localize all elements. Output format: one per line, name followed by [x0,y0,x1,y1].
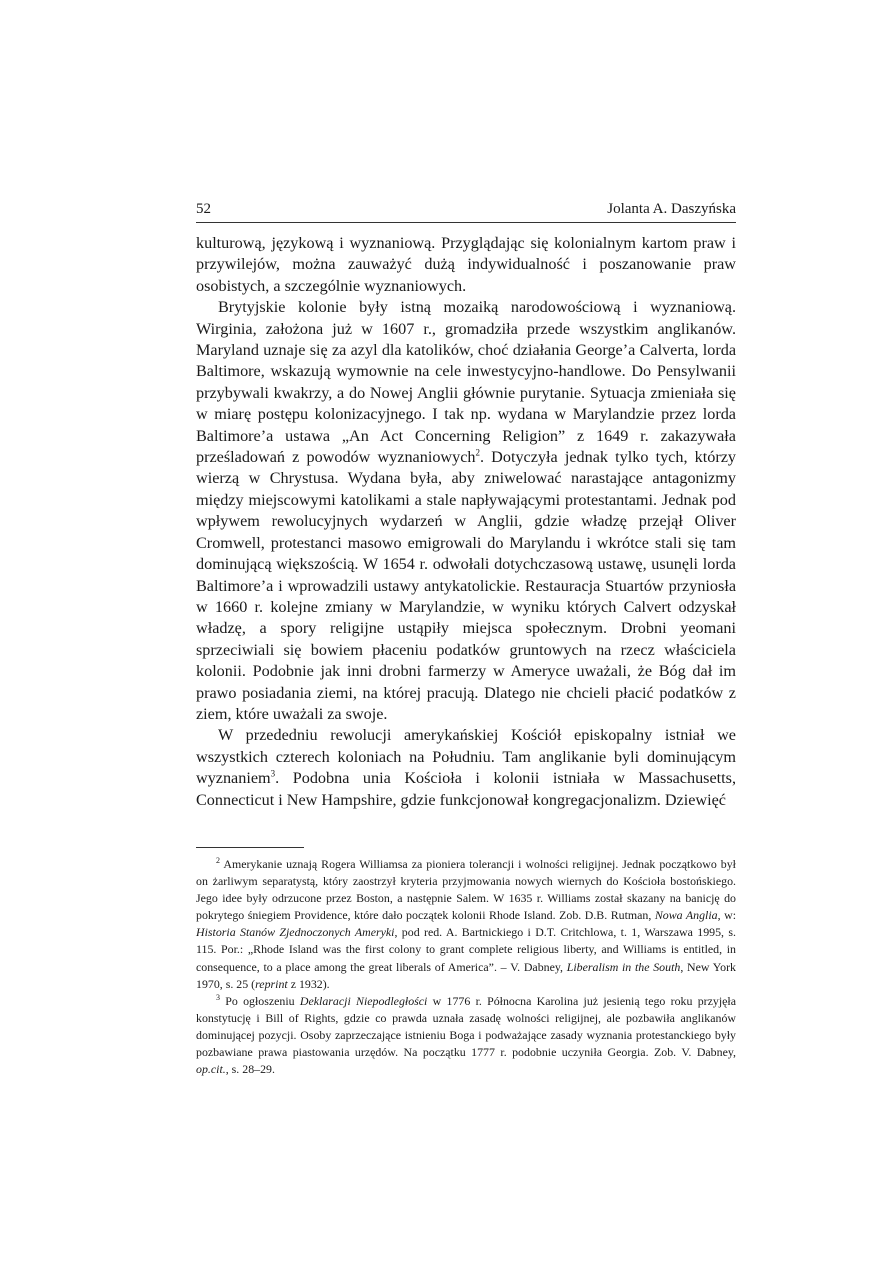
footnote-divider [196,847,304,848]
footnote-2 [196,856,736,993]
running-head-author: Jolanta A. Daszyńska [607,201,736,217]
book-page [196,200,736,1078]
footnote-3-italic-1: Deklaracji Niepodległości [299,993,428,1008]
running-head [196,200,736,223]
footnote-ref-3: 3 [270,768,276,779]
footnote-2-italic-3: Liberalism in the South [566,959,681,974]
paragraph-2 [196,297,736,725]
footnote-2-text-5: z 1932). [287,976,330,991]
footnote-2-italic-4: reprint [255,976,288,991]
footnotes [196,856,736,1078]
body-text [196,233,736,811]
footnote-2-italic-1: Nowa Anglia [654,908,718,923]
footnote-ref-2: 2 [475,447,480,458]
paragraph-1 [196,233,736,297]
footnote-2-text-4: , New York 1970, s. 25 ( [196,959,737,991]
footnote-3-mark: 3 [216,992,220,1002]
footnote-2-mark: 2 [216,856,220,865]
paragraph-2-text-b: . Dotyczyła jednak tylko tych, którzy wierzą w Chrystusa. Wydana była, aby zniwelować narastające antagonizmy między miejscowymi katolikami a stale napływającymi protestantami. Jednak pod wpływem rewolucyjnych wydarzeń w Anglii, gdzie władzę przejął Oliver Cromwell, protestanci masowo emigrowali do Marylandu i wkrótce stali się tam dominującą większością. W 1654 r. odwołali dotychczasową ustawę, usunęli lorda Baltimore’a i wprowadzili ustawy antykatolickie. Restauracja Stuartów przyniosła w 1660 r. kolejne zmiany w Marylandzie, w wyniku których Calvert odzyskał władzę, a spory religijne ustąpiły miejsca społecznym. Drobni yeomani sprzeciwiali się bowiem płaceniu podatków gruntowych na rzecz właściciela kolonii. Podobnie jak inni drobni farmerzy w Ameryce uważali, że Bóg dał im prawo posiadania ziemi, na której pracują. Dlatego nie chcieli płacić podatków z ziem, które uważali za swoje. [196,448,736,723]
footnote-2-text-3: , pod red. A. Bartnickiego i D.T. Critchlowa, t. 1, Warszawa 1995, s. 115. Por.: „Rhode Island was the first colony to grant complete religious liberty, and Williams is entitled, in consequence, to a place among the great liberals of America”. – V. Dabney, [196,925,736,974]
footnote-3 [196,993,736,1078]
paragraph-2-text-a: Brytyjskie kolonie były istną mozaiką narodowościową i wyznaniową. Wirginia, założona już w 1607 r., gromadziła przede wszystkim anglikanów. Maryland uznaje się za azyl dla katolików, choć działania George’a Calverta, lorda Baltimore, wskazują wymownie na cele inwestycyjno-handlowe. Do Pensylwanii przybywali kwakrzy, a do Nowej Anglii głównie purytanie. Sytuacja zmieniała się w miarę postępu kolonizacyjnego. I tak np. wydana w Marylandzie przez lorda Baltimore’a ustawa „An Act Concerning Religion” z 1649 r. zakazywała prześladowań z powodów wyznaniowych [196,298,736,467]
paragraph-1-text: kulturową, językową i wyznaniową. Przyglądając się kolonialnym kartom praw i przywilejów, można zauważyć dużą indywidualność i poszanowanie praw osobistych, a szczególnie wyznaniowych. [196,234,736,295]
footnote-3-text-1: Po ogłoszeniu [220,993,300,1008]
footnote-2-italic-2: Historia Stanów Zjednoczonych Ameryki [196,925,395,940]
footnote-2-text-2: , w: [717,908,736,923]
footnote-3-text-2: w 1776 r. Północna Karolina już jesienią tego roku przyjęła konstytucję i Bill of Rights, gdzie co prawda uznała zasadę wolności religijnej, ale pozbawiła anglikanów dominującej pozycji. Osoby zaprzeczające istnieniu Boga i podważające zasady wyznania protestanckiego były pozbawiane prawa piastowania urzędów. Na początku 1777 r. podobnie uczyniła Georgia. Zob. V. Dabney, [196,993,737,1059]
footnote-3-text-3: , s. 28–29. [225,1062,275,1077]
paragraph-3 [196,725,736,811]
footnote-2-text-1: Amerykanie uznają Rogera Williamsa za pioniera tolerancji i wolności religijnej. Jednak początkowo był on żarliwym separatystą, który zaostrzył kryteria przyjmowania nowych wiernych do Kościoła bostońskiego. Jego idee były odrzucone przez Boston, a następnie Salem. W 1635 r. Williams został skazany na banicję do pokrytego śniegiem Providence, które dało początek kolonii Rhode Island. Zob. D.B. Rutman, [196,856,736,923]
paragraph-3-text-a: W przededniu rewolucji amerykańskiej Kościół episkopalny istniał we wszystkich czterech koloniach na Południu. Tam anglikanie byli dominującym wyznaniem [196,726,736,788]
paragraph-3-text-b: . Podobna unia Kościoła i kolonii istniała w Massachusetts, Connecticut i New Hampshire, gdzie funkcjonował kongregacjonalizm. Dziewięć [196,769,736,809]
footnote-3-italic-2: op.cit. [196,1062,226,1077]
page-number: 52 [196,201,211,217]
